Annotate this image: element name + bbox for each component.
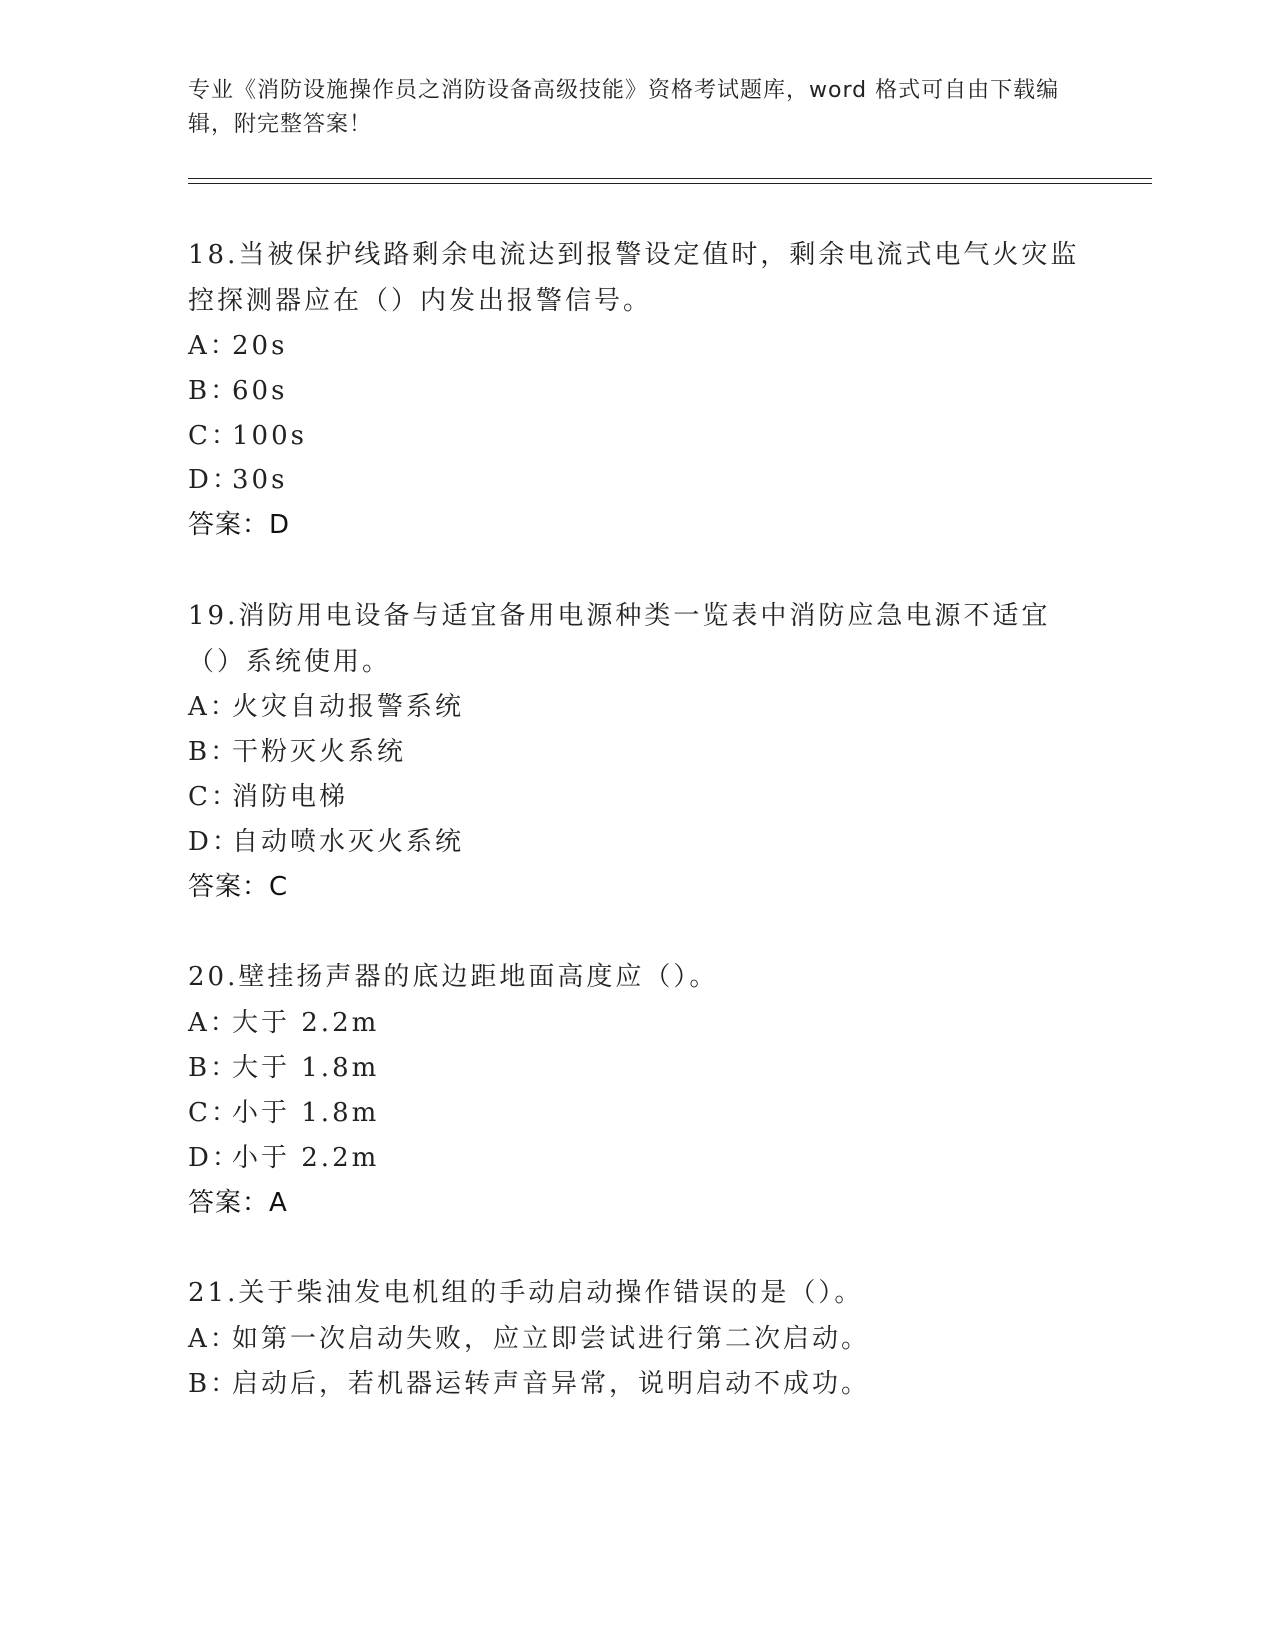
question-20-answer: 答案：A — [188, 1188, 288, 1218]
question-19-option-b — [188, 735, 406, 769]
option-key: C： — [188, 782, 240, 812]
question-19-option-c — [188, 780, 348, 814]
question-18-option-c — [188, 419, 307, 453]
option-key: C： — [188, 1098, 240, 1128]
question-18-stem: 18.当被保护线路剩余电流达到报警设定值时，剩余电流式电气火灾监控探测器应在（）内发出报警信号。 — [188, 240, 1080, 316]
option-text: 小于 2.2m — [232, 1143, 380, 1173]
option-text: 大于 1.8m — [232, 1053, 380, 1083]
option-key: D： — [188, 827, 241, 857]
question-21-stem: 21.关于柴油发电机组的手动启动操作错误的是（）。 — [188, 1278, 864, 1308]
option-key: D： — [188, 465, 241, 495]
option-text: 自动喷水灭火系统 — [232, 827, 465, 857]
option-key: A： — [188, 1324, 239, 1354]
question-18-answer: 答案：D — [188, 510, 291, 540]
question-19-stem: 19.消防用电设备与适宜备用电源种类一览表中消防应急电源不适宜（）系统使用。 — [188, 601, 1051, 677]
option-text: 如第一次启动失败，应立即尝试进行第二次启动。 — [232, 1324, 871, 1354]
option-text: 20s — [232, 331, 288, 361]
question-18-option-b — [188, 374, 287, 408]
question-19-option-d — [188, 825, 464, 859]
option-key: A： — [188, 331, 239, 361]
option-text: 60s — [232, 376, 288, 406]
option-key: B： — [188, 1053, 240, 1083]
option-key: D： — [188, 1143, 241, 1173]
option-text: 小于 1.8m — [232, 1098, 380, 1128]
option-text: 消防电梯 — [232, 782, 349, 812]
option-text: 干粉灭火系统 — [232, 737, 407, 767]
question-20-option-c — [188, 1096, 379, 1130]
question-20-stem: 20.壁挂扬声器的底边距地面高度应（）。 — [188, 962, 719, 992]
question-21-option-b — [188, 1367, 870, 1401]
question-18-option-a — [188, 329, 287, 363]
question-20-option-b — [188, 1051, 379, 1085]
option-text: 大于 2.2m — [232, 1008, 380, 1038]
option-key: C： — [188, 421, 240, 451]
option-key: B： — [188, 376, 240, 406]
option-key: B： — [188, 1369, 240, 1399]
option-text: 启动后，若机器运转声音异常，说明启动不成功。 — [232, 1369, 871, 1399]
option-text: 火灾自动报警系统 — [232, 692, 465, 722]
question-18-option-d — [188, 463, 287, 497]
document-header: 专业《消防设施操作员之消防设备高级技能》资格考试题库，word 格式可自由下载编辑，附完整答案！ — [188, 78, 1060, 137]
option-text: 100s — [232, 421, 307, 451]
option-text: 30s — [232, 465, 288, 495]
header-divider-bottom — [188, 183, 1152, 184]
question-19-option-a — [188, 690, 464, 724]
option-key: A： — [188, 1008, 239, 1038]
question-20-option-a — [188, 1006, 379, 1040]
question-20-option-d — [188, 1141, 379, 1175]
option-key: A： — [188, 692, 239, 722]
question-19-answer: 答案：C — [188, 872, 289, 902]
option-key: B： — [188, 737, 240, 767]
header-divider-top — [188, 178, 1152, 179]
question-21-option-a — [188, 1322, 870, 1356]
